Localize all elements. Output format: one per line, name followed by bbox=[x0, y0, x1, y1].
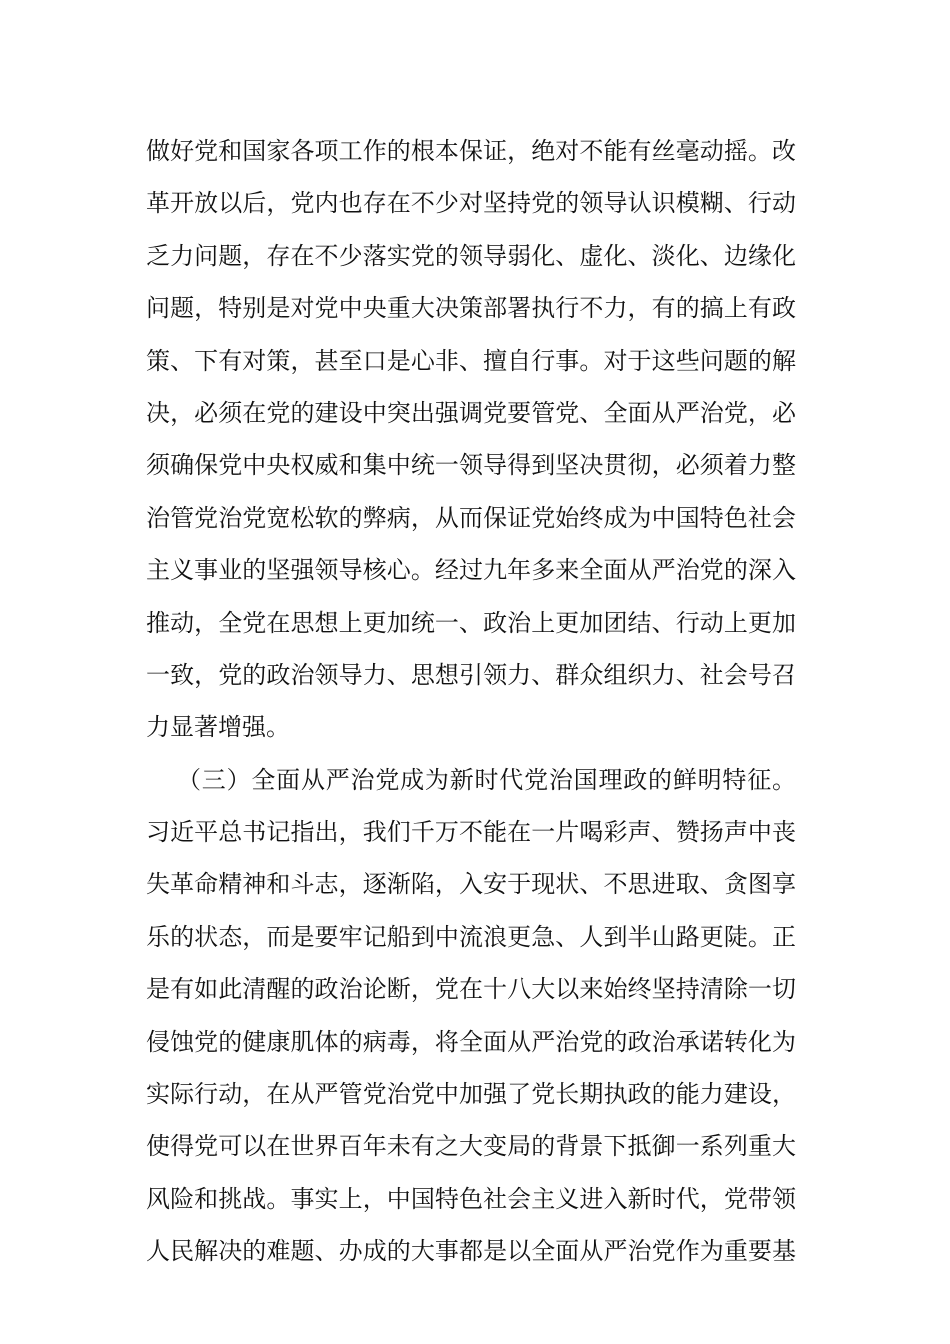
text-line: 治管党治党宽松软的弊病，从而保证党始终成为中国特色社会 bbox=[146, 503, 796, 532]
text-line: 风险和挑战。事实上，中国特色社会主义进入新时代，党带领 bbox=[146, 1184, 796, 1213]
text-line: 习近平总书记指出，我们千万不能在一片喝彩声、赞扬声中丧 bbox=[146, 818, 796, 847]
text-line: 问题，特别是对党中央重大决策部署执行不力，有的搞上有政 bbox=[146, 294, 796, 323]
text-line: 主义事业的坚强领导核心。经过九年多来全面从严治党的深入 bbox=[146, 556, 796, 585]
text-line: 乐的状态，而是要牢记船到中流浪更急、人到半山路更陡。正 bbox=[146, 922, 796, 951]
text-line: 须确保党中央权威和集中统一领导得到坚决贯彻，必须着力整 bbox=[146, 451, 796, 480]
paragraph-end-line: 力显著增强。 bbox=[146, 713, 290, 742]
text-line: 决，必须在党的建设中突出强调党要管党、全面从严治党，必 bbox=[146, 398, 796, 427]
text-line: 失革命精神和斗志，逐渐陷，入安于现状、不思进取、贪图享 bbox=[146, 870, 796, 899]
section-heading-line: （三）全面从严治党成为新时代党治国理政的鲜明特征。 bbox=[177, 765, 796, 794]
text-line: 策、下有对策，甚至口是心非、擅自行事。对于这些问题的解 bbox=[146, 346, 796, 375]
text-line: 是有如此清醒的政治论断，党在十八大以来始终坚持清除一切 bbox=[146, 975, 796, 1004]
text-line: 革开放以后，党内也存在不少对坚持党的领导认识模糊、行动 bbox=[146, 189, 796, 218]
text-line: 实际行动，在从严管党治党中加强了党长期执政的能力建设， bbox=[146, 1080, 796, 1109]
text-line: 一致，党的政治领导力、思想引领力、群众组织力、社会号召 bbox=[146, 660, 796, 689]
text-line: 做好党和国家各项工作的根本保证，绝对不能有丝毫动摇。改 bbox=[146, 137, 796, 165]
text-line: 侵蚀党的健康肌体的病毒，将全面从严治党的政治承诺转化为 bbox=[146, 1027, 796, 1056]
text-line: 使得党可以在世界百年未有之大变局的背景下抵御一系列重大 bbox=[146, 1132, 796, 1161]
text-line: 人民解决的难题、办成的大事都是以全面从严治党作为重要基 bbox=[146, 1237, 796, 1266]
text-line: 推动，全党在思想上更加统一、政治上更加团结、行动上更加 bbox=[146, 608, 796, 637]
body-text bbox=[146, 125, 796, 1278]
text-line: 乏力问题，存在不少落实党的领导弱化、虚化、淡化、边缘化 bbox=[146, 241, 796, 270]
